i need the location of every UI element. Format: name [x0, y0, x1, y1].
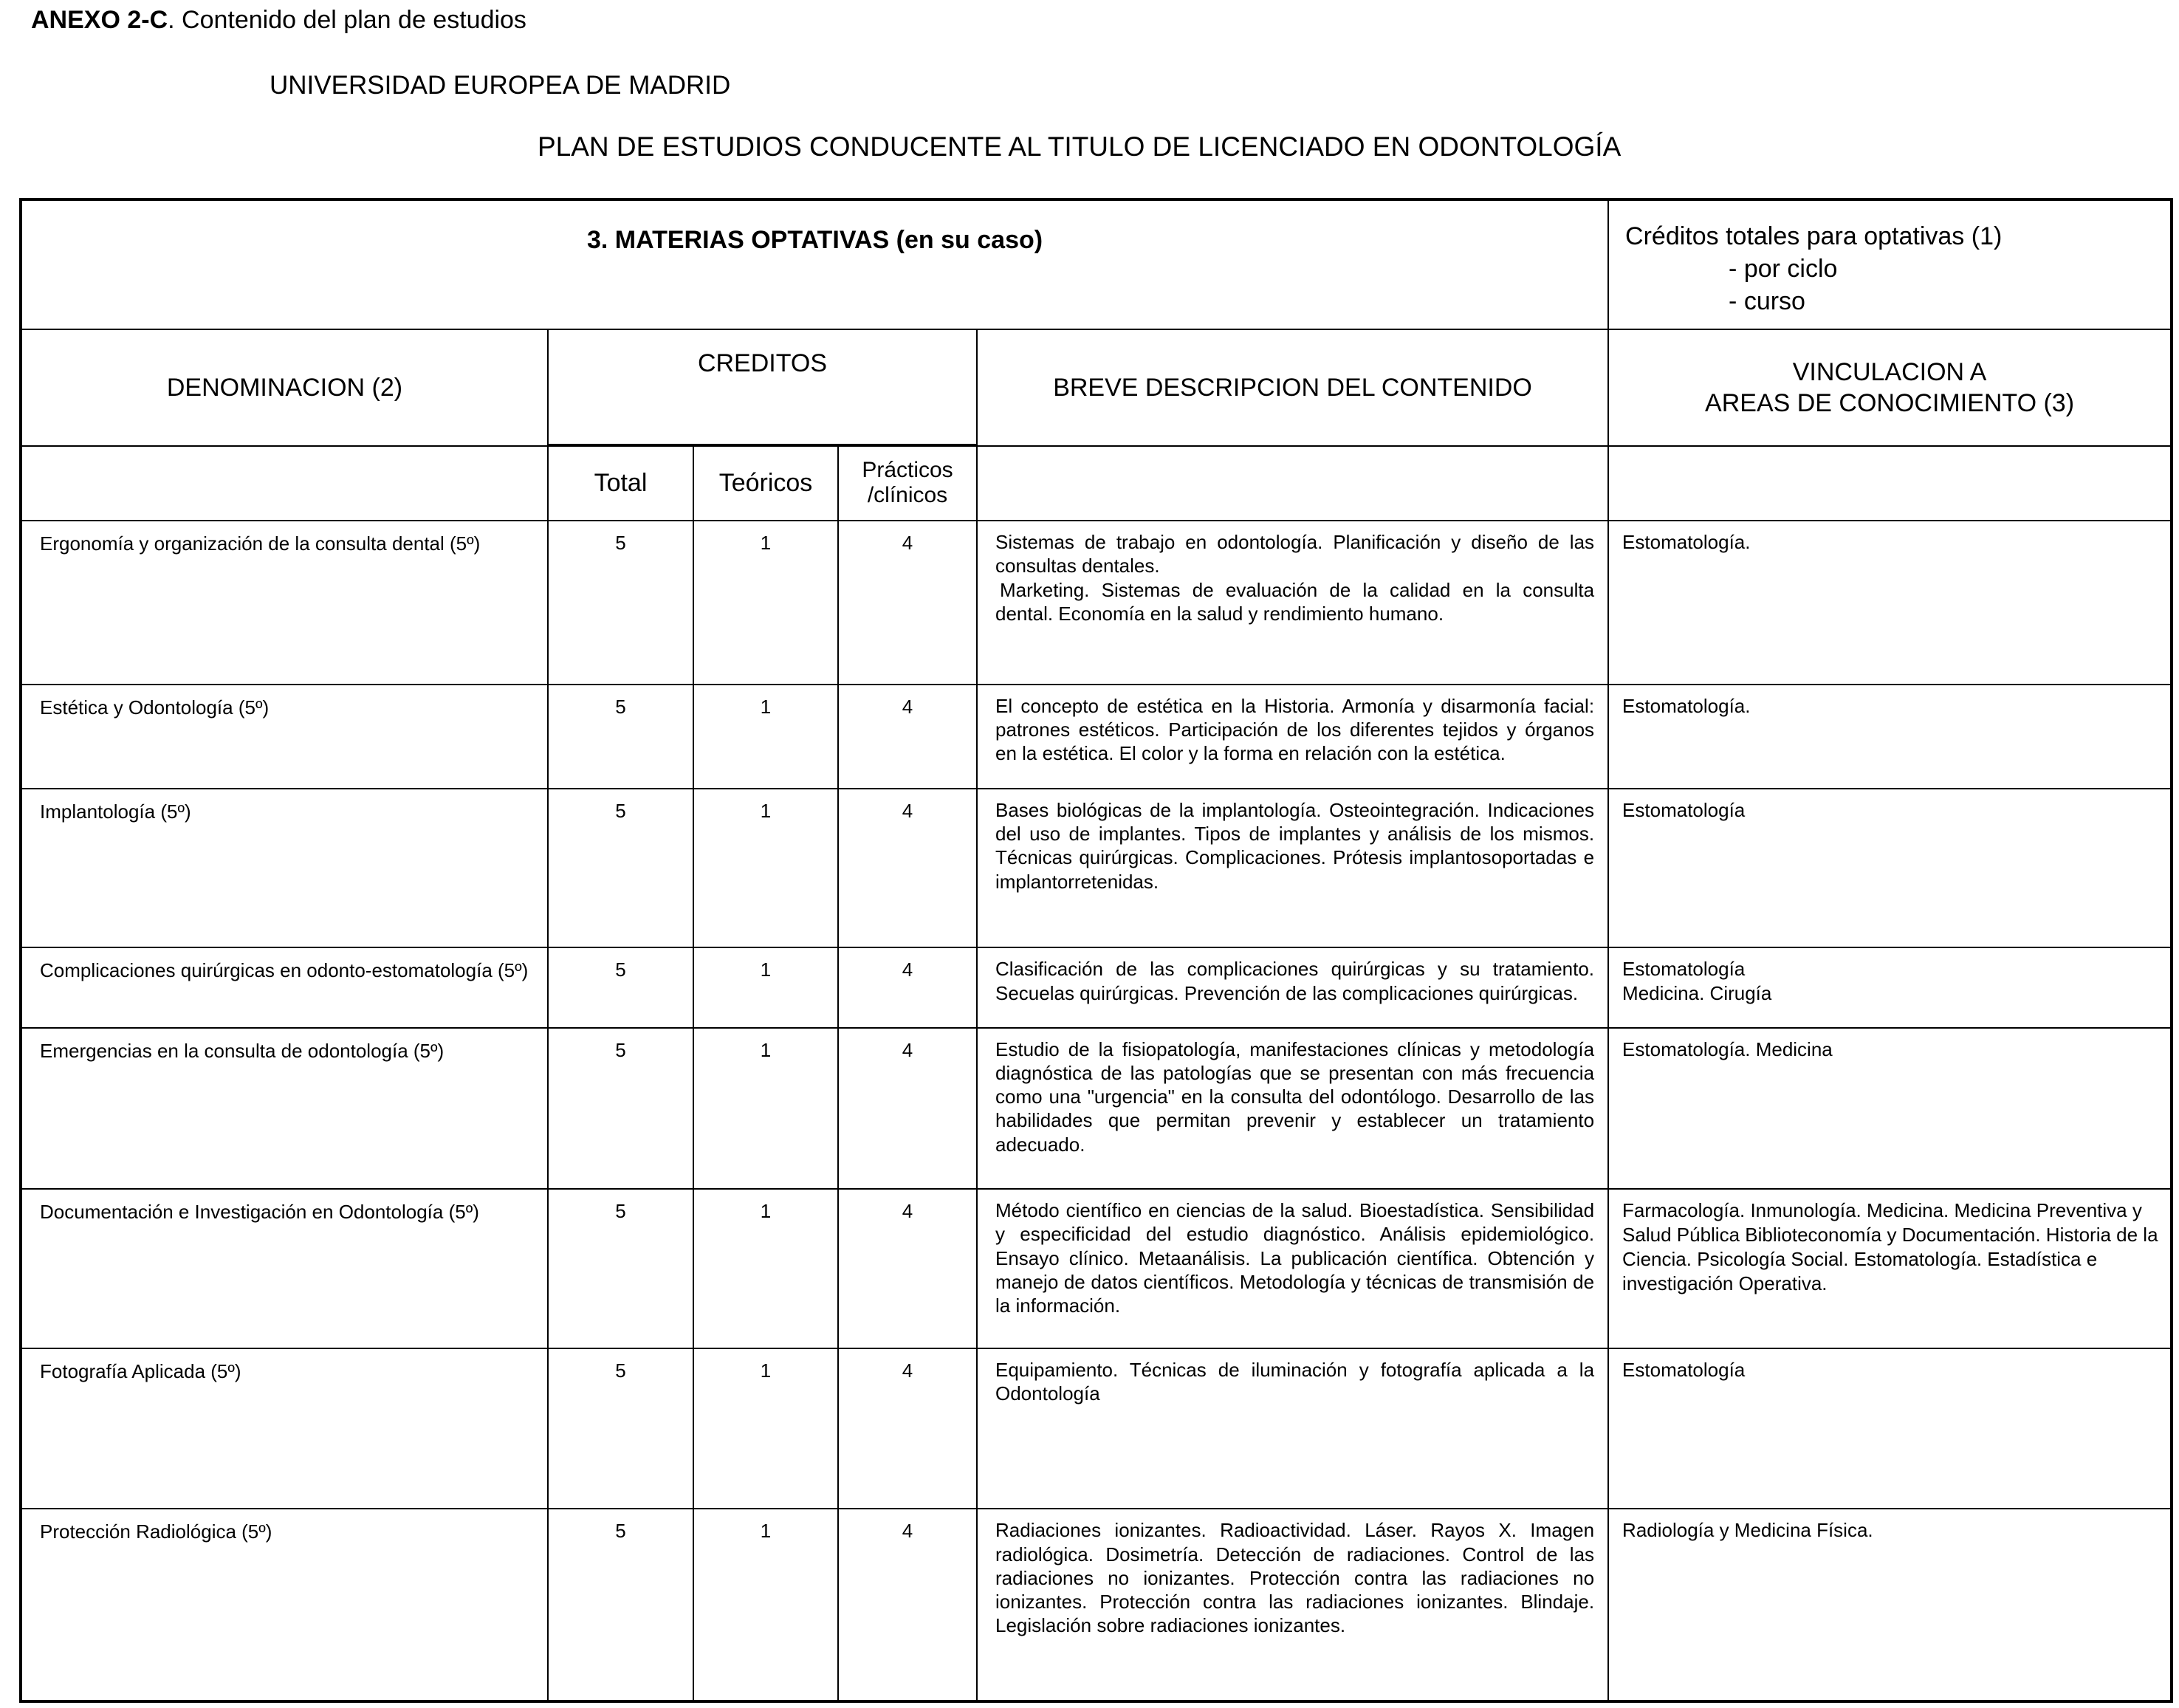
- subheader-vinculacion-blank: [1608, 446, 2172, 521]
- row-practicos: 4: [838, 685, 977, 789]
- row-denominacion: Complicaciones quirúrgicas en odonto-estomatología (5º): [21, 947, 548, 1027]
- row-denominacion: Emergencias en la consulta de odontología (5º): [21, 1028, 548, 1190]
- header-creditos: CREDITOS: [548, 329, 977, 444]
- row-descripcion: El concepto de estética en la Historia. Armonía y disarmonía facial: patrones estéticos. Participación de los diferentes tejidos y órganos en la estética. El color y la forma en relación con la estética.: [977, 685, 1608, 789]
- row-descripcion: Estudio de la fisiopatología, manifestaciones clínicas y metodología diagnóstica de las patologías que se presentan con más frecuencia como una "urgencia" en la consulta del odontólogo. Desarrollo de las habilidades que permitan prevenir y establecer un tratamiento adecuado.: [977, 1028, 1608, 1190]
- row-teoricos: 1: [693, 521, 838, 685]
- table-row: [21, 789, 2172, 948]
- row-practicos: 4: [838, 947, 977, 1027]
- annex-heading: [31, 6, 526, 35]
- optativas-credits-line3: - curso: [1729, 287, 1805, 316]
- row-teoricos: 1: [693, 1509, 838, 1701]
- row-vinculacion: Estomatología.: [1608, 521, 2172, 685]
- row-denominacion: Protección Radiológica (5º): [21, 1509, 548, 1701]
- row-vinculacion: Estomatología: [1608, 789, 2172, 948]
- row-descripcion: Equipamiento. Técnicas de iluminación y fotografía aplicada a la Odontología: [977, 1348, 1608, 1509]
- subheader-teoricos: Teóricos: [693, 446, 838, 521]
- row-denominacion: Implantología (5º): [21, 789, 548, 948]
- row-teoricos: 1: [693, 1189, 838, 1348]
- subheader-practicos: [838, 446, 977, 521]
- optativas-credits-line1: Créditos totales para optativas (1): [1625, 222, 2003, 250]
- row-vinculacion: Farmacología. Inmunología. Medicina. Medicina Preventiva y Salud Pública Biblioteconomía y Documentación. Historia de la Ciencia. Psicología Social. Estomatología. Estadística e investigación Operativa.: [1608, 1189, 2172, 1348]
- table-row: [21, 1348, 2172, 1509]
- table-row: [21, 685, 2172, 789]
- row-vinculacion: [1608, 947, 2172, 1027]
- row-descripcion: [977, 521, 1608, 685]
- row-teoricos: 1: [693, 789, 838, 948]
- section-row: [21, 199, 2172, 329]
- row-practicos: 4: [838, 1028, 977, 1190]
- row-descripcion: Bases biológicas de la implantología. Osteointegración. Indicaciones del uso de implantes. Tipos de implantes y análisis de los mismos. Técnicas quirúrgicas. Complicaciones. Prótesis implantosoportadas e implantorretenidas.: [977, 789, 1608, 948]
- row-denominacion: Ergonomía y organización de la consulta dental (5º): [21, 521, 548, 685]
- header-vinculacion: [1608, 329, 2172, 445]
- row-practicos: 4: [838, 1509, 977, 1701]
- row-total: 5: [548, 1348, 693, 1509]
- plan-title: PLAN DE ESTUDIOS CONDUCENTE AL TITULO DE LICENCIADO EN ODONTOLOGÍA: [538, 131, 1622, 162]
- row-practicos: 4: [838, 1189, 977, 1348]
- subheader-breve-blank: [977, 446, 1608, 521]
- row-teoricos: 1: [693, 1028, 838, 1190]
- header-vinculacion-line2: AREAS DE CONOCIMIENTO (3): [1705, 389, 2075, 418]
- row-vinculacion: Estomatología: [1608, 1348, 2172, 1509]
- row-vinculacion-line1: Estomatología: [1622, 958, 1746, 981]
- row-total: 5: [548, 685, 693, 789]
- optativas-credits-line2: - por ciclo: [1729, 255, 1838, 284]
- table-row: [21, 947, 2172, 1027]
- row-teoricos: 1: [693, 947, 838, 1027]
- header-breve-descripcion: BREVE DESCRIPCION DEL CONTENIDO: [977, 329, 1608, 445]
- row-practicos: 4: [838, 521, 977, 685]
- row-denominacion: Fotografía Aplicada (5º): [21, 1348, 548, 1509]
- row-descripcion-part1: Sistemas de trabajo en odontología. Planificación y diseño de las consultas dentales.: [995, 531, 1595, 577]
- subheader-practicos-line1: Prácticos: [862, 457, 953, 482]
- row-vinculacion-line2: Medicina. Cirugía: [1622, 982, 1772, 1005]
- row-vinculacion: Radiología y Medicina Física.: [1608, 1509, 2172, 1701]
- row-descripcion: Clasificación de las complicaciones quirúrgicas y su tratamiento. Secuelas quirúrgicas. Prevención de las complicaciones quirúrgicas.: [977, 947, 1608, 1027]
- row-vinculacion: Estomatología.: [1608, 685, 2172, 789]
- header-row: [21, 329, 2172, 444]
- row-total: 5: [548, 1509, 693, 1701]
- row-teoricos: 1: [693, 685, 838, 789]
- annex-description: . Contenido del plan de estudios: [168, 6, 526, 34]
- table-row: [21, 1509, 2172, 1701]
- subheader-denominacion-blank: [21, 446, 548, 521]
- row-descripcion: Radiaciones ionizantes. Radioactividad. Láser. Rayos X. Imagen radiológica. Dosimetría. Detección de radiaciones. Control de las radiaciones no ionizantes. Protección contra las radiaciones no ionizantes. Protección contra las radiaciones ionizantes. Blindaje. Legislación sobre radiaciones ionizantes.: [977, 1509, 1608, 1701]
- university-name: UNIVERSIDAD EUROPEA DE MADRID: [270, 71, 731, 100]
- optativas-table: [19, 198, 2173, 1703]
- row-total: 5: [548, 521, 693, 685]
- row-total: 5: [548, 1189, 693, 1348]
- optativas-credits: [1608, 199, 2172, 329]
- table-row: [21, 1028, 2172, 1190]
- annex-label: ANEXO 2-C: [31, 6, 168, 34]
- row-total: 5: [548, 947, 693, 1027]
- table-row: [21, 521, 2172, 685]
- row-practicos: 4: [838, 789, 977, 948]
- row-teoricos: 1: [693, 1348, 838, 1509]
- row-total: 5: [548, 1028, 693, 1190]
- row-denominacion: Estética y Odontología (5º): [21, 685, 548, 789]
- header-vinculacion-line1: VINCULACION A: [1792, 357, 1987, 386]
- section-title: 3. MATERIAS OPTATIVAS (en su caso): [21, 199, 1608, 329]
- subheader-row: [21, 446, 2172, 521]
- row-denominacion: Documentación e Investigación en Odontología (5º): [21, 1189, 548, 1348]
- row-descripcion: Método científico en ciencias de la salud. Bioestadística. Sensibilidad y especificidad del estudio diagnóstico. Análisis epidemiológico. Ensayo clínico. Metaanálisis. La publicación científica. Obtención y manejo de datos científicos. Metodología y técnicas de transmisión de la información.: [977, 1189, 1608, 1348]
- row-descripcion-part2: Marketing. Sistemas de evaluación de la calidad en la consulta dental. Economía en la salud y rendimiento humano.: [995, 578, 1595, 625]
- subheader-total: Total: [548, 446, 693, 521]
- subheader-practicos-line2: /clínicos: [867, 483, 948, 508]
- header-denominacion: DENOMINACION (2): [21, 329, 548, 445]
- table-row: [21, 1189, 2172, 1348]
- row-vinculacion: Estomatología. Medicina: [1608, 1028, 2172, 1190]
- row-practicos: 4: [838, 1348, 977, 1509]
- row-total: 5: [548, 789, 693, 948]
